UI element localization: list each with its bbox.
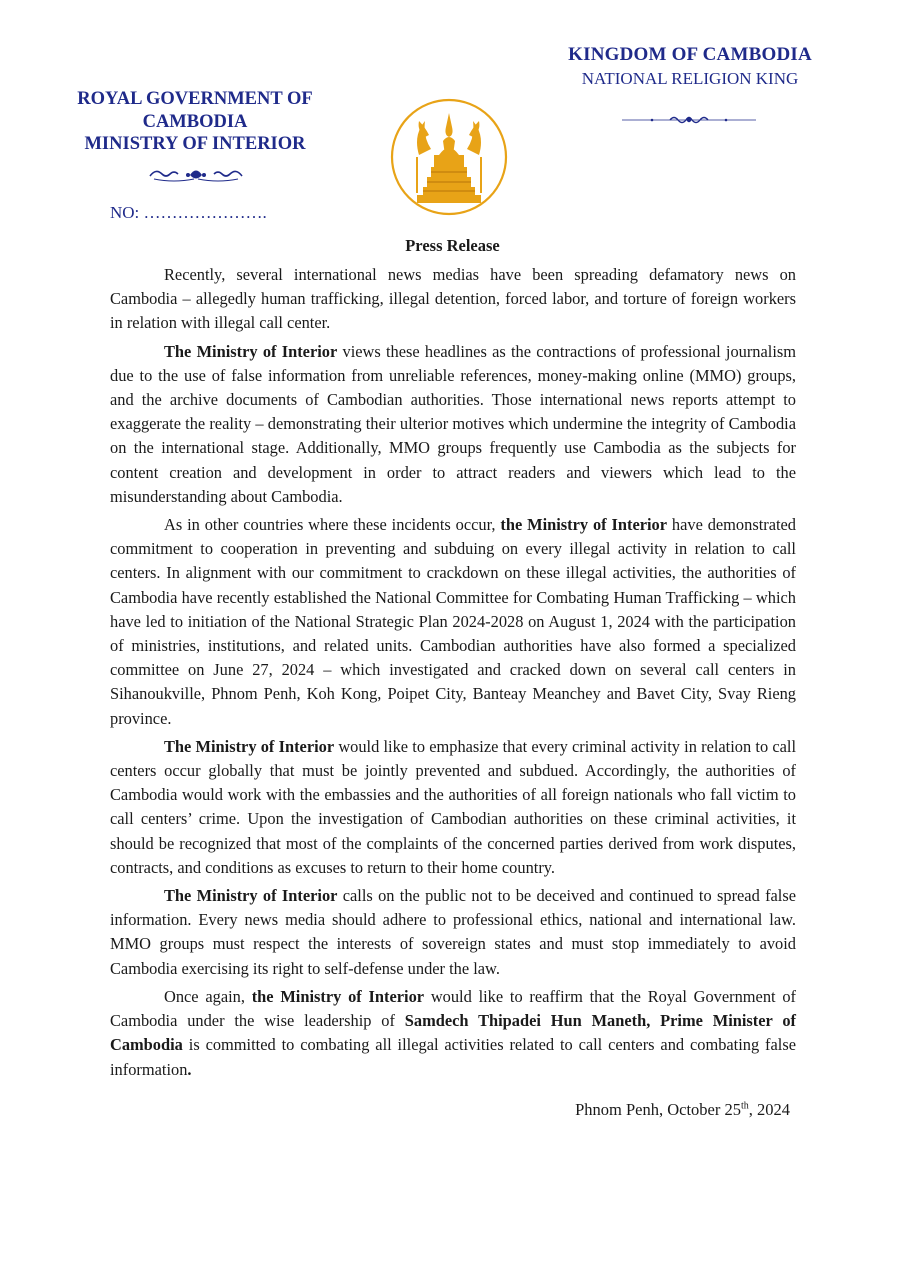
document-title: Press Release xyxy=(405,236,500,255)
scroll-ornament-icon xyxy=(148,166,244,182)
text-run: calls on the public not to be deceived and continued to spread false information. Every news media should adhere to professional ethics, national and international law. MMO groups must respect the interests of sovereign states and must stop immediately to avoid Cambodia exercising its right to self-defense under the law. xyxy=(110,886,797,978)
text-run: would like to emphasize that every criminal activity in relation to call centers occur globally that must be jointly prevented and subdued. Accordingly, the authorities of Cambodia would work with the embassies and the authorities of all foreign nationals who fall victim to call centers’ crime. Upon the investigation of Cambodian authorities on these criminal activities, it should be recognized that most of the complaints of the concerned parties derived from work disputes, contracts, and conditions as excuses to return to their home country. xyxy=(110,736,796,877)
body-paragraph xyxy=(110,884,796,981)
bold-phrase: . xyxy=(187,1059,192,1079)
bold-phrase: the Ministry of Interior xyxy=(251,986,425,1006)
signoff-date-year: , 2024 xyxy=(748,1100,790,1119)
bold-phrase: The Ministry of Interior xyxy=(164,736,335,756)
ministry-line-2: CAMBODIA xyxy=(142,111,248,132)
bold-phrase: The Ministry of Interior xyxy=(164,886,338,906)
signoff-date-ordinal: th xyxy=(740,1100,749,1112)
text-run: would like to reaffirm that the Royal Government of Cambodia under the wise leadership of xyxy=(110,986,796,1031)
text-run: Recently, several international news medias have been spreading defamatory news on Cambodia – allegedly human trafficking, illegal detention, forced labor, and torture of foreign workers in relation with illegal call center. xyxy=(110,265,796,333)
bold-phrase: Samdech Thipadei Hun Maneth, Prime Minister of Cambodia xyxy=(110,1011,797,1055)
ministry-line-1: ROYAL GOVERNMENT OF xyxy=(77,89,313,109)
document-number: NO: …………………. xyxy=(110,203,267,222)
bold-phrase: the Ministry of Interior xyxy=(500,515,668,535)
bold-phrase: The Ministry of Interior xyxy=(164,341,338,361)
text-run: is committed to combating all illegal activities related to call centers and combating false information xyxy=(110,1035,796,1079)
body-paragraph xyxy=(110,735,796,880)
royal-emblem-icon xyxy=(389,97,509,217)
body-paragraph xyxy=(110,513,796,731)
body-paragraph xyxy=(110,985,796,1082)
document-body xyxy=(110,263,796,1086)
kingdom-title: KINGDOM OF CAMBODIA xyxy=(568,44,812,65)
text-run: have demonstrated commitment to cooperation in preventing and subduing on every illegal activity in relation to call centers. In alignment with our commitment to crackdown on these illegal activities, the authorities of Cambodia have recently established the National Committee for Combating Human Trafficking – which have led to initiation of the National Strategic Plan 2024-2028 on August 1, 2024 with the participation of ministries, institutions, and related units. Cambodian authorities have also formed a specialized committee on June 27, 2024 – which investigated and cracked down on several call centers in Sihanoukville, Phnom Penh, Koh Kong, Poipet City, Banteay Meanchey and Bavet City, Svay Rieng province. xyxy=(110,515,797,728)
text-run: As in other countries where these incidents occur, xyxy=(164,515,501,535)
body-paragraph xyxy=(110,263,796,336)
text-run: Once again, xyxy=(164,986,252,1006)
header-right xyxy=(545,44,835,89)
divider-ornament-icon xyxy=(622,114,756,126)
national-motto: NATIONAL RELIGION KING xyxy=(581,69,799,88)
header-left xyxy=(50,88,340,156)
ministry-line-3: MINISTRY OF INTERIOR xyxy=(84,134,306,154)
signoff-place-date xyxy=(540,1100,790,1120)
text-run: views these headlines as the contractions of professional journalism due to the use of false information from unreliable references, money-making online (MMO) groups, and the archive documents of Cambodian authorities. Those international news reports attempt to exaggerate the reality – demonstrating their ulterior motives which undermine the integrity of Cambodia on the international stage. Additionally, MMO groups frequently use Cambodia as the subjects for content creation and development in order to attract readers and viewers which lead to the misunderstanding about Cambodia. xyxy=(110,341,796,506)
body-paragraph xyxy=(110,340,796,509)
signoff-date-prefix: Phnom Penh, October 25 xyxy=(575,1100,741,1119)
